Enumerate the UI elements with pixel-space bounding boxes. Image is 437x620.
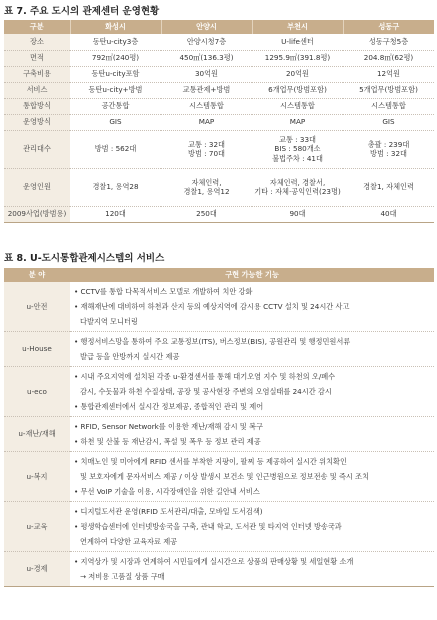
table-cell: 경찰1, 용역28 bbox=[70, 168, 161, 206]
row-label: 관리대수 bbox=[4, 130, 70, 168]
table-cell: 자체인력, 경찰1, 용역12 bbox=[161, 168, 252, 206]
table-cell: 12억원 bbox=[343, 66, 434, 82]
description-cell bbox=[70, 502, 434, 552]
table-cell: 교통 : 32대 방범 : 70대 bbox=[161, 130, 252, 168]
row-label: 구축비용 bbox=[4, 66, 70, 82]
table-row bbox=[4, 50, 434, 66]
table-row bbox=[4, 130, 434, 168]
table-cell: 성동구청5층 bbox=[343, 34, 434, 50]
row-label: 통합방식 bbox=[4, 98, 70, 114]
table7-header: 안양시 bbox=[161, 20, 252, 34]
description-line: 다발지역 모니터링 bbox=[80, 317, 138, 326]
table7-header: 부천시 bbox=[252, 20, 343, 34]
table-cell: 시스템통합 bbox=[252, 98, 343, 114]
table7-title: 표 7. 주요 도시의 관제센터 운영현황 bbox=[4, 6, 160, 17]
table-cell: 시스템통합 bbox=[161, 98, 252, 114]
table-row bbox=[4, 66, 434, 82]
table8-title: 표 8. U-도시통합관제시스템의 서비스 bbox=[4, 253, 165, 264]
table-row bbox=[4, 206, 434, 222]
description-line: • 무선 VoIP 기술을 이용, 시각장애인을 위한 길안내 서비스 bbox=[74, 487, 260, 496]
table-cell: 792㎡(240평) bbox=[70, 50, 161, 66]
category-label: u-복지 bbox=[4, 452, 70, 502]
table-cell: 250대 bbox=[161, 206, 252, 222]
category-label: u-교육 bbox=[4, 502, 70, 552]
table-cell: GIS bbox=[343, 114, 434, 130]
table7-header: 구분 bbox=[4, 20, 70, 34]
table-cell: 1295.9㎡(391.8평) bbox=[252, 50, 343, 66]
table-row bbox=[4, 114, 434, 130]
row-label: 장소 bbox=[4, 34, 70, 50]
description-line: • RFID, Sensor Network를 이용한 재난/재해 감시 및 복구 bbox=[74, 422, 263, 431]
table-row bbox=[4, 82, 434, 98]
category-label: u-안전 bbox=[4, 282, 70, 332]
description-cell bbox=[70, 417, 434, 452]
table-row bbox=[4, 552, 434, 587]
table-cell: 교통관제+방범 bbox=[161, 82, 252, 98]
table-row bbox=[4, 282, 434, 332]
table-row bbox=[4, 168, 434, 206]
description-cell bbox=[70, 332, 434, 367]
table-cell: 30억원 bbox=[161, 66, 252, 82]
description-line: 및 보호자에게 문자서비스 제공 / 이상 발생시 보건소 및 인근병원으로 정보전송 및 즉시 조치 bbox=[80, 472, 370, 481]
description-line: 연계하여 다양한 교육자료 제공 bbox=[80, 537, 178, 546]
row-label: 서비스 bbox=[4, 82, 70, 98]
table-cell: 204.8㎡(62평) bbox=[343, 50, 434, 66]
table7-header: 화성시 bbox=[70, 20, 161, 34]
table-cell: 40대 bbox=[343, 206, 434, 222]
description-line: • 평생학습센터에 인터넷방송국을 구축, 관내 학교, 도서관 및 타지역 인터넷 방송국과 bbox=[74, 522, 342, 531]
table7-header: 성동구 bbox=[343, 20, 434, 34]
description-cell bbox=[70, 367, 434, 417]
table-cell: 안양시청7층 bbox=[161, 34, 252, 50]
table-cell: MAP bbox=[161, 114, 252, 130]
table8 bbox=[4, 268, 434, 587]
table8-header-row bbox=[4, 268, 434, 282]
row-label: 운영방식 bbox=[4, 114, 70, 130]
description-cell bbox=[70, 282, 434, 332]
table7 bbox=[4, 20, 434, 223]
description-line: • 치매노인 및 미아에게 RFID 센서를 부착한 지팡이, 팔찌 등 제공하여 실시간 위치확인 bbox=[74, 457, 347, 466]
table-row bbox=[4, 332, 434, 367]
table-cell: GIS bbox=[70, 114, 161, 130]
description-line: • 행정서비스망을 통하여 주요 교통정보(ITS), 버스정보(BIS), 공원관리 및 행정민원서류 bbox=[74, 337, 351, 346]
table-row bbox=[4, 98, 434, 114]
table-cell: 5개업무(방범포함) bbox=[343, 82, 434, 98]
table-cell: 동탄u-city3층 bbox=[70, 34, 161, 50]
description-line: 감시, 수돗물과 하천 수질상태, 공장 및 공사현장 주변의 오염실태를 24시간 감시 bbox=[80, 387, 332, 396]
table-row bbox=[4, 502, 434, 552]
table-cell: 120대 bbox=[70, 206, 161, 222]
description-line: • CCTV를 통합 다목적서비스 모델로 개발하여 치안 강화 bbox=[74, 287, 253, 296]
table-cell: 교통 : 33대 BIS : 580개소 불법주차 : 41대 bbox=[252, 130, 343, 168]
row-label: 면적 bbox=[4, 50, 70, 66]
table-cell: U-life센터 bbox=[252, 34, 343, 50]
table-cell: 450㎡(136.3평) bbox=[161, 50, 252, 66]
table-row bbox=[4, 417, 434, 452]
category-label: u-경제 bbox=[4, 552, 70, 587]
description-line: → 저비용 고품질 상품 구매 bbox=[80, 572, 165, 581]
description-cell bbox=[70, 452, 434, 502]
table-cell: 시스템통합 bbox=[343, 98, 434, 114]
category-label: u-House bbox=[4, 332, 70, 367]
description-line: 발급 등을 안방까지 실시간 제공 bbox=[80, 352, 180, 361]
description-line: • 지역상가 및 시장과 연계하여 시민들에게 실시간으로 상품의 판매상황 및 세일현황 소개 bbox=[74, 557, 354, 566]
description-line: • 디지털도서관 운영(RFID 도서관리/대출, 모바일 도서검색) bbox=[74, 507, 263, 516]
table-row bbox=[4, 367, 434, 417]
table8-header: 구현 가능한 기능 bbox=[70, 268, 434, 282]
description-line: • 통합관제센터에서 실시간 정보제공, 종합적인 관리 및 제어 bbox=[74, 402, 264, 411]
table7-header-row bbox=[4, 20, 434, 34]
row-label: 운영인원 bbox=[4, 168, 70, 206]
table-cell: 자체인력, 경찰서, 기타 : 자체·공익인력(23명) bbox=[252, 168, 343, 206]
table-cell: 총괄 : 239대 방범 : 32대 bbox=[343, 130, 434, 168]
table-cell: 6개업무(방범포함) bbox=[252, 82, 343, 98]
category-label: u-eco bbox=[4, 367, 70, 417]
row-label: 2009사업(방범용) bbox=[4, 206, 70, 222]
table-row bbox=[4, 34, 434, 50]
table-cell: 동탄u-city포함 bbox=[70, 66, 161, 82]
table-cell: 경찰1, 자체인력 bbox=[343, 168, 434, 206]
table-cell: 동탄u-city+방범 bbox=[70, 82, 161, 98]
table-cell: 방범 : 562대 bbox=[70, 130, 161, 168]
table-cell: 90대 bbox=[252, 206, 343, 222]
category-label: u-재난/재해 bbox=[4, 417, 70, 452]
table-cell: 20억원 bbox=[252, 66, 343, 82]
table-cell: MAP bbox=[252, 114, 343, 130]
description-cell bbox=[70, 552, 434, 587]
table-cell: 공간통합 bbox=[70, 98, 161, 114]
description-line: • 재해재난에 대비하여 하천과 산지 등의 예상지역에 감시용 CCTV 설치 및 24시간 사고 bbox=[74, 302, 350, 311]
table-row bbox=[4, 452, 434, 502]
description-line: • 하천 및 산불 등 재난감시, 폭설 및 폭우 등 정보 관리 제공 bbox=[74, 437, 261, 446]
description-line: • 시내 주요지역에 설치된 각종 u-환경센서를 통해 대기오염 지수 및 하천의 오/폐수 bbox=[74, 372, 336, 381]
table8-header: 분 야 bbox=[4, 268, 70, 282]
